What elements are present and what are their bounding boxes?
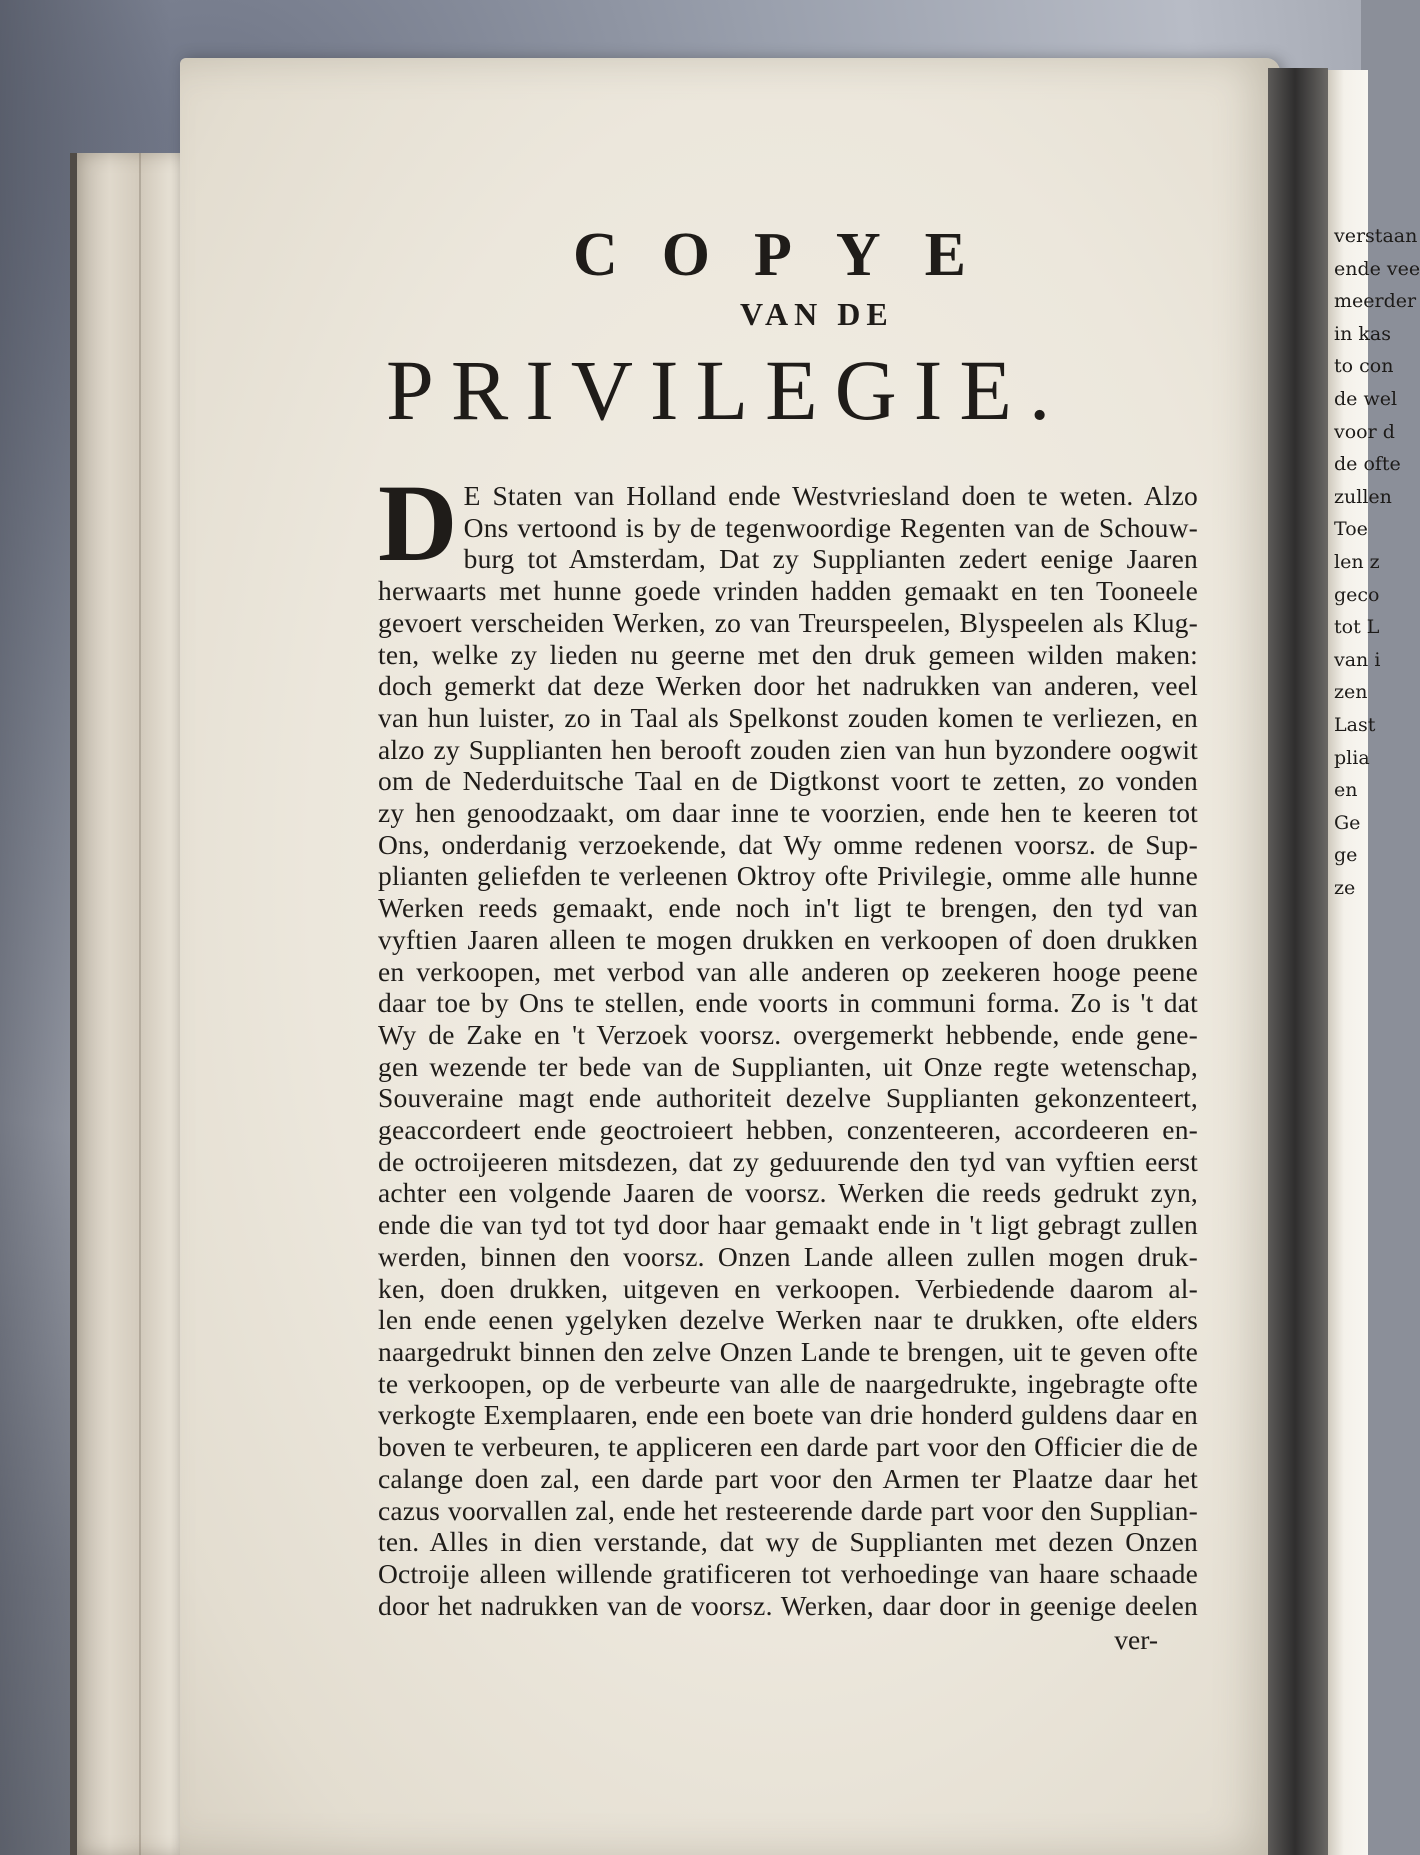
body-line: Werken reeds gemaakt, ende noch in't ligt te brengen, den tyd van (378, 892, 1198, 924)
body-line: achter een volgende Jaaren de voorsz. Werken die reeds gedrukt zyn, (378, 1177, 1198, 1209)
facing-page-text: verstaan ende vee meerder in kas to con de wel voor d de ofte zullen Toe len z geco tot L van i zen Last plia en Ge ge ze (1334, 225, 1420, 899)
body-line: om de Nederduitsche Taal en de Digtkonst voort te zetten, zo vonden (378, 765, 1198, 797)
body-line: cazus voorvallen zal, ende het resteerende darde part voor den Supplian- (378, 1494, 1198, 1526)
body-line: naargedrukt binnen den zelve Onzen Lande te brengen, uit te geven ofte (378, 1335, 1198, 1367)
body-line: de octroijeeren mitsdezen, dat zy geduurende den tyd van vyftien eerst (378, 1145, 1198, 1177)
body-line: daar toe by Ons te stellen, ende voorts in communi forma. Zo is 't dat (378, 987, 1198, 1019)
body-line: plianten geliefden te verleenen Oktroy ofte Privilegie, omme alle hunne (378, 860, 1198, 892)
body-line: len ende eenen ygelyken dezelve Werken naar te drukken, ofte elders (378, 1304, 1198, 1336)
body-line: E Staten van Holland ende Westvriesland doen te weten. Alzo (463, 480, 1198, 511)
body-line: te verkoopen, op de verbeurte van alle de naargedrukte, ingebragte ofte (378, 1367, 1198, 1399)
body-line: alzo zy Supplianten hen berooft zouden zien van hun byzondere oogwit (378, 733, 1198, 765)
body-line: ende die van tyd tot tyd door haar gemaakt ende in 't ligt gebragt zullen (378, 1209, 1198, 1241)
body-line: boven te verbeuren, te appliceren een darde part voor den Officier die de (378, 1431, 1198, 1463)
body-lines (378, 462, 1198, 1621)
body-line: herwaarts met hunne goede vrinden hadden gemaakt en ten Tooneele (378, 575, 1198, 607)
page-content (378, 220, 1198, 1657)
body-line: geaccordeert ende geoctroieert hebben, conzenteeren, accordeeren en- (378, 1114, 1198, 1146)
catchword: ver- (1114, 1624, 1158, 1656)
title-copye: COPYE (573, 221, 1010, 289)
body-line: doch gemerkt dat deze Werken door het nadrukken van anderen, veel (378, 670, 1198, 702)
body-line: ten, welke zy lieden nu geerne met den druk gemeen wilden maken: (378, 638, 1198, 670)
body-line: en verkoopen, met verbod van alle anderen op zeekeren hooge peene (378, 955, 1198, 987)
body-line: Wy de Zake en 't Verzoek voorsz. overgemerkt hebbende, ende gene- (378, 1018, 1198, 1050)
body-line: Ons, onderdanig verzoekende, dat Wy omme redenen voorsz. de Sup- (378, 828, 1198, 860)
body-line: door het nadrukken van de voorsz. Werken, daar door in geenige deelen (378, 1589, 1198, 1621)
body-line: verkogte Exemplaaren, ende een boete van drie honderd guldens daar en (378, 1399, 1198, 1431)
title-van-de: VAN DE (740, 296, 894, 332)
body-line: ten. Alles in dien verstande, dat wy de Supplianten met dezen Onzen (378, 1526, 1198, 1558)
title-privilegie: PRIVILEGIE. (386, 342, 1068, 438)
body-line: burg tot Amsterdam, Dat zy Supplianten zedert eenige Jaaren (463, 543, 1198, 575)
body-line: zy hen genoodzaakt, om daar inne te voorzien, ende hen te keeren tot (378, 797, 1198, 829)
body-line: calange doen zal, een darde part voor den Armen ter Plaatze daar het (378, 1462, 1198, 1494)
body-line: werden, binnen den voorsz. Onzen Lande alleen zullen mogen druk- (378, 1240, 1198, 1272)
body-line: Souveraine magt ende authoriteit dezelve Supplianten gekonzenteert, (378, 1082, 1198, 1114)
body-text (378, 462, 1198, 1621)
drop-cap: D (378, 462, 458, 584)
facing-page (1328, 70, 1420, 1855)
body-line: vyftien Jaaren alleen te mogen drukken en verkoopen of doen drukken (378, 923, 1198, 955)
body-line: ken, doen drukken, uitgeven en verkoopen. Verbiedende daarom al- (378, 1272, 1198, 1304)
body-line: Octroije alleen willende gratificeren tot verhoedinge van haare schaade (378, 1557, 1198, 1589)
body-line: gevoert verscheiden Werken, zo van Treurspeelen, Blyspeelen als Klug- (378, 606, 1198, 638)
body-line: Ons vertoond is by de tegenwoordige Regenten van de Schouw- (463, 511, 1198, 543)
book-gutter (1268, 68, 1328, 1855)
body-line: gen wezende ter bede van de Supplianten, uit Onze regte wetenschap, (378, 1050, 1198, 1082)
body-line: van hun luister, zo in Taal als Spelkonst zouden komen te verliezen, en (378, 701, 1198, 733)
